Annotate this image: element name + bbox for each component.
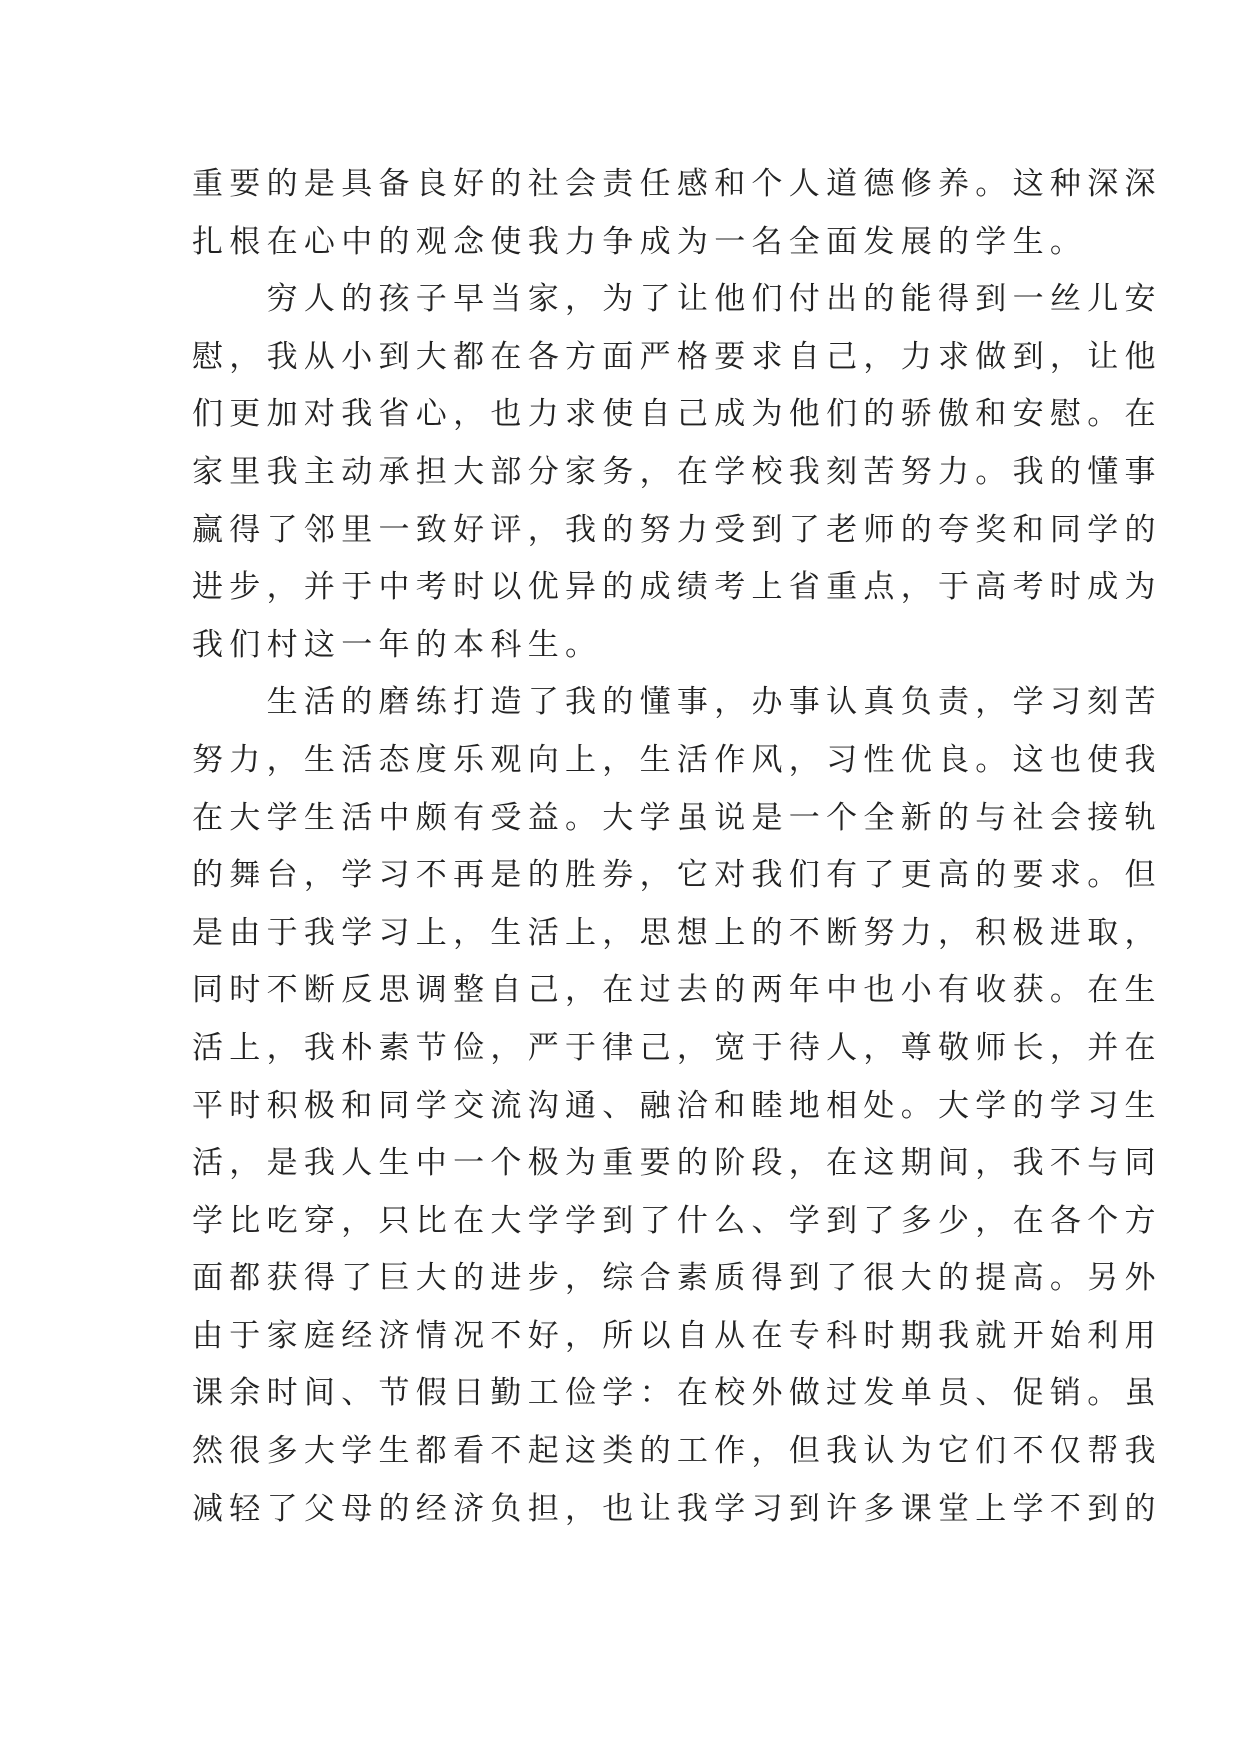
text-line: 慰，我从小到大都在各方面严格要求自己，力求做到，让他: [192, 338, 1162, 375]
text-line: 面都获得了巨大的进步，综合素质得到了很大的提高。另外: [192, 1260, 1162, 1297]
text-line: 平时积极和同学交流沟通、融洽和睦地相处。大学的学习生: [192, 1087, 1162, 1124]
text-line: 努力，生活态度乐观向上，生活作风，习性优良。这也使我: [192, 741, 1162, 778]
text-line: 们更加对我省心，也力求使自己成为他们的骄傲和安慰。在: [192, 396, 1162, 433]
text-line: 活上，我朴素节俭，严于律己，宽于待人，尊敬师长，并在: [192, 1029, 1162, 1066]
text-line: 生活的磨练打造了我的懂事，办事认真负责，学习刻苦: [192, 684, 1162, 721]
text-line: 在大学生活中颇有受益。大学虽说是一个全新的与社会接轨: [192, 799, 1162, 836]
text-line: 课余时间、节假日勤工俭学：在校外做过发单员、促销。虽: [192, 1375, 1162, 1412]
text-line: 穷人的孩子早当家，为了让他们付出的能得到一丝儿安: [192, 281, 1162, 318]
text-line: 扎根在心中的观念使我力争成为一名全面发展的学生。: [192, 223, 1088, 260]
body-text: [192, 156, 1162, 1538]
text-line: 然很多大学生都看不起这类的工作，但我认为它们不仅帮我: [192, 1433, 1162, 1470]
text-line: 减轻了父母的经济负担，也让我学习到许多课堂上学不到的: [192, 1490, 1162, 1527]
text-line: 我们村这一年的本科生。: [192, 626, 603, 663]
text-line: 活，是我人生中一个极为重要的阶段，在这期间，我不与同: [192, 1145, 1162, 1182]
text-line: 是由于我学习上，生活上，思想上的不断努力，积极进取，: [192, 914, 1162, 951]
text-line: 学比吃穿，只比在大学学到了什么、学到了多少，在各个方: [192, 1202, 1162, 1239]
text-line: 进步，并于中考时以优异的成绩考上省重点，于高考时成为: [192, 569, 1162, 606]
text-line: 重要的是具备良好的社会责任感和个人道德修养。这种深深: [192, 166, 1162, 202]
text-line: 赢得了邻里一致好评，我的努力受到了老师的夸奖和同学的: [192, 511, 1162, 548]
text-line: 同时不断反思调整自己，在过去的两年中也小有收获。在生: [192, 972, 1162, 1009]
text-line: 由于家庭经济情况不好，所以自从在专科时期我就开始利用: [192, 1317, 1162, 1354]
text-line: 的舞台，学习不再是的胜券，它对我们有了更高的要求。但: [192, 857, 1162, 894]
text-line: 家里我主动承担大部分家务，在学校我刻苦努力。我的懂事: [192, 453, 1162, 490]
